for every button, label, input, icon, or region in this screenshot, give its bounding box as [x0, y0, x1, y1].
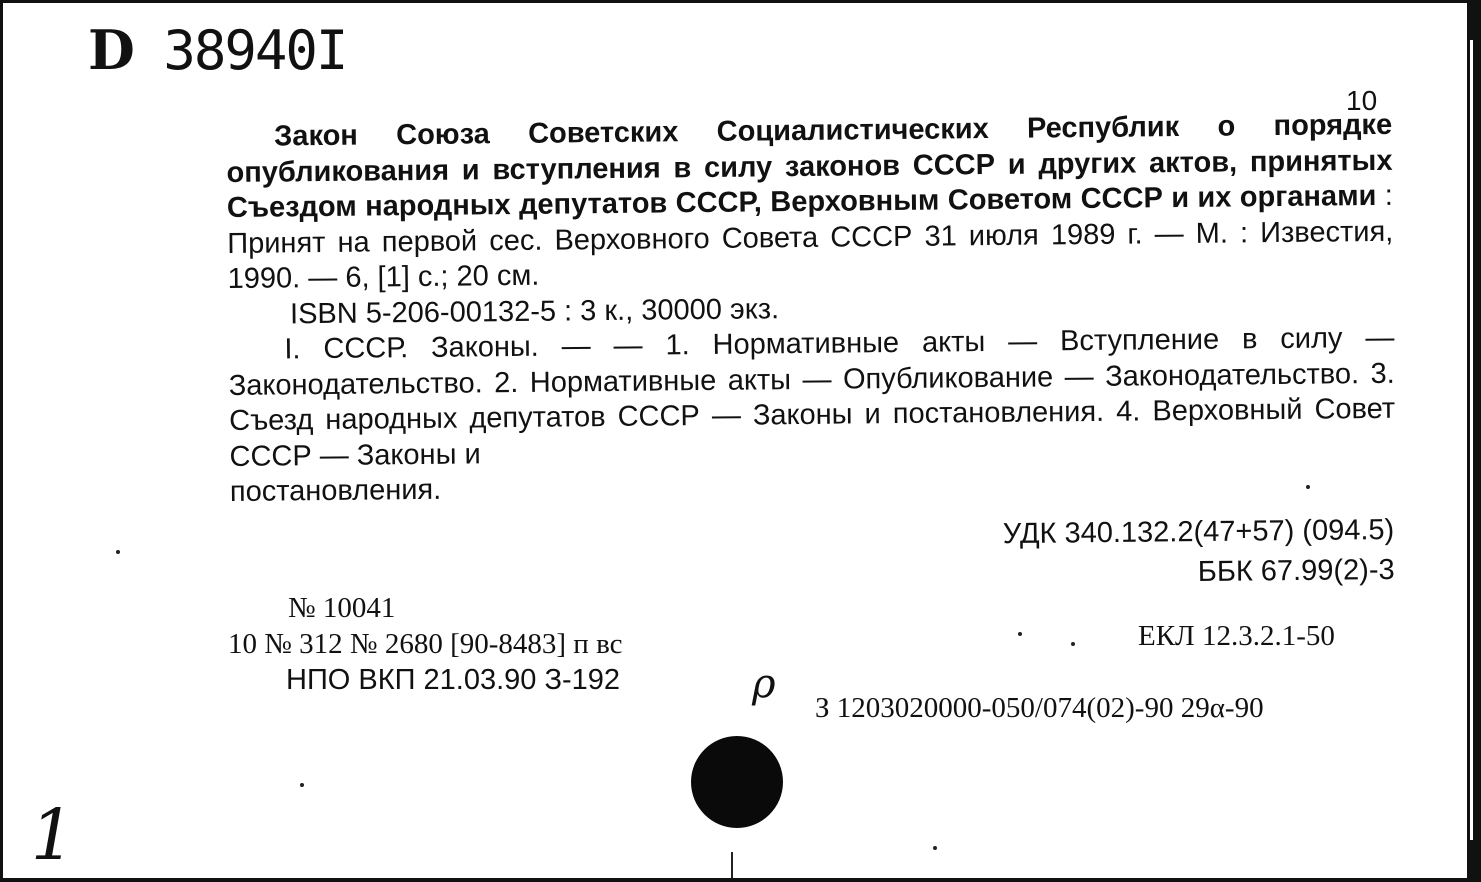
handwritten-mark-1: 1 [22, 794, 82, 876]
card-border-left [0, 0, 3, 882]
acquisition-line-3: НПО ВКП 21.03.90 З-192 [286, 664, 621, 696]
title-imprint: : Принят на первой сес. Верховного Совета СССР 31 июля 1989 г. — М. : Известия, 1990. — 6, [1] с.; 20 см. [227, 179, 1394, 295]
udk-index: УДК 340.132.2(47+57) (094.5) [1002, 513, 1395, 551]
scan-mark [731, 852, 733, 878]
bbk-index: ББК 67.99(2)-3 [1197, 553, 1395, 589]
acquisition-block [228, 590, 622, 698]
card-punch-hole [691, 736, 783, 828]
speck [116, 550, 120, 554]
call-number-value: 38940I [163, 19, 347, 82]
price-code: З 1203020000-050/074(02)-90 29α-90 [815, 692, 1264, 724]
isbn-line: ISBN 5-206-00132-5 : 3 к., 30000 экз. [289, 292, 780, 330]
speck [933, 846, 937, 850]
speck [300, 783, 304, 787]
classification-block [900, 510, 1395, 595]
speck [1071, 642, 1075, 646]
card-border-bottom [0, 878, 1481, 882]
call-number-prefix: D [88, 18, 133, 82]
acquisition-line-1: № 10041 [288, 592, 396, 624]
speck [1018, 632, 1022, 636]
subject-tracings: I. СССР. Законы. — — 1. Нормативные акты — Вступление в силу — Законодательство. 2. Нормативные акты — Опубликование — Законодательство. 3. Съезд народных депутатов СССР — Законы и постановления. 4. Верховный Совет СССР — Законы и [228, 321, 1396, 473]
ekl-code: ЕКЛ 12.3.2.1-50 [1138, 620, 1335, 652]
title-paragraph [226, 108, 1394, 298]
page-number: 10 [1346, 85, 1378, 116]
card-border-right-gap [1470, 40, 1473, 840]
title-bold: Закон Союза Советских Социалистических Республик о порядке опубликования и вступления в силу законов СССР и других актов, принятых Съездом народных депутатов СССР, Верховным Советом СССР и их органами [226, 108, 1393, 224]
handwritten-mark-p: ρ [752, 661, 776, 707]
bibliographic-description [226, 108, 1396, 511]
subject-tracings-end: постановления. [229, 473, 442, 508]
call-number [88, 20, 346, 81]
card-border-top [0, 0, 1481, 3]
speck [1306, 485, 1310, 489]
acquisition-line-2: 10 № 312 № 2680 [90-8483] п вс [228, 628, 623, 660]
